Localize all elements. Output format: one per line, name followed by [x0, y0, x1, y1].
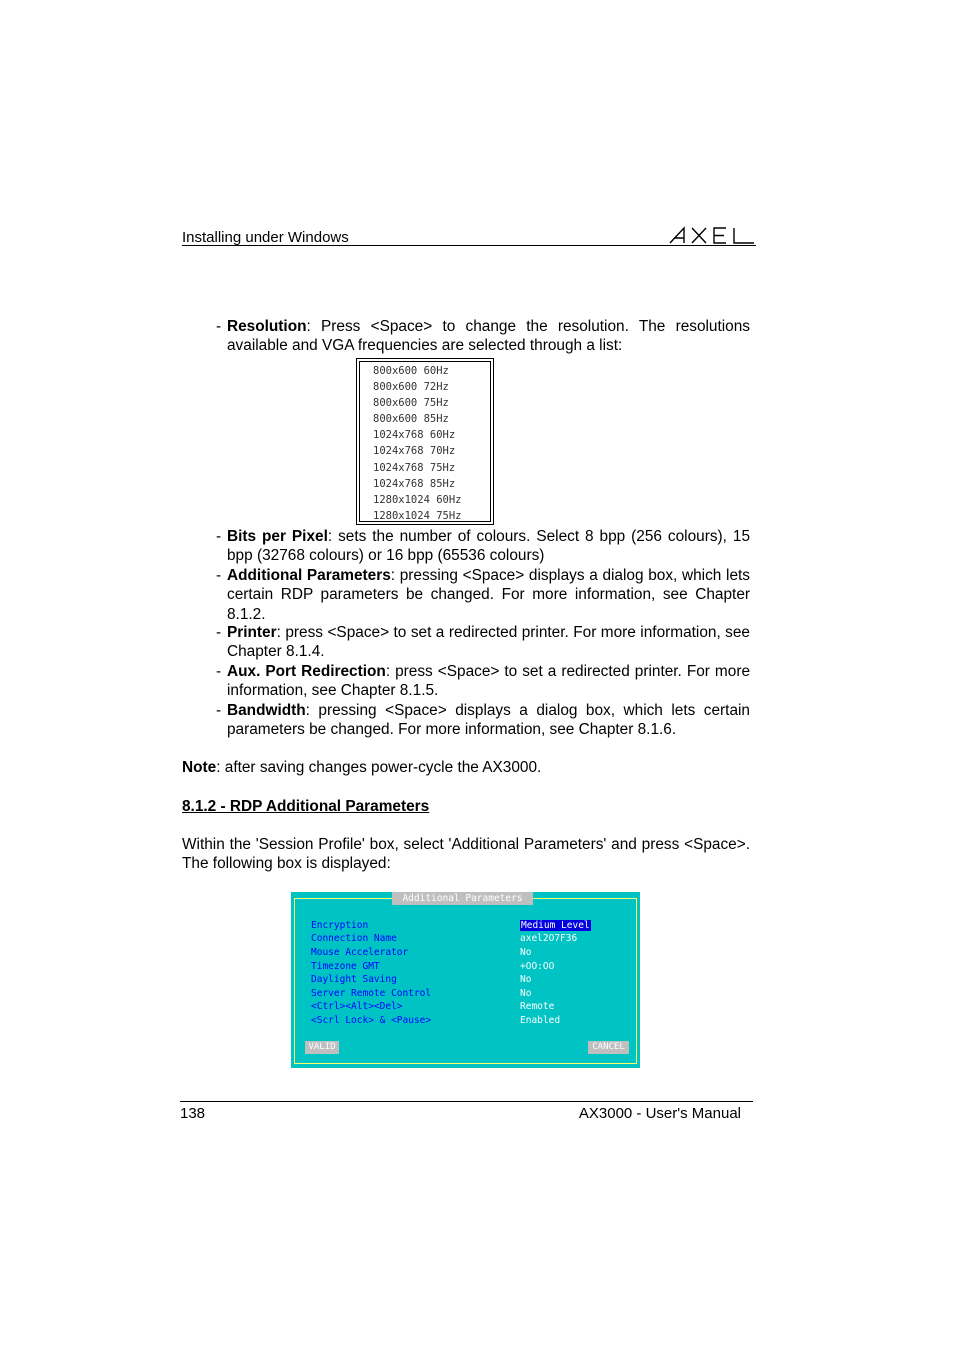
manual-title: AX3000 - User's Manual: [578, 1105, 741, 1122]
bullet-term: Bits per Pixel: [227, 528, 328, 545]
bullet-printer: - Printer: press <Space> to set a redirected printer. For more information, see Chapter 8.1.4.: [216, 624, 750, 661]
dialog-value-daylight-saving[interactable]: No: [520, 974, 532, 985]
dialog-label-connection-name: Connection Name: [311, 933, 397, 944]
bullet-bits-per-pixel: - Bits per Pixel: sets the number of colours. Select 8 bpp (256 colours), 15 bpp (32768 colours) or 16 bpp (65536 colours): [216, 528, 751, 565]
resolution-item[interactable]: 1280x1024 75Hz: [373, 510, 462, 522]
bullet-text: : Press <Space> to change the resolution. The resolutions available and VGA frequencies are selected through a list:: [227, 318, 750, 355]
axel-logo-icon: [668, 226, 756, 244]
note-text: : after saving changes power-cycle the AX3000.: [216, 759, 542, 776]
additional-parameters-dialog: [291, 892, 640, 1068]
dialog-value-connection-name[interactable]: axel2O7F36: [520, 933, 578, 944]
cancel-button[interactable]: CANCEL: [588, 1041, 629, 1054]
resolution-list: [356, 358, 494, 525]
section-heading: 8.1.2 - RDP Additional Parameters: [182, 798, 430, 815]
page-header: [182, 226, 756, 246]
resolution-item[interactable]: 1024x768 85Hz: [373, 478, 456, 490]
note-paragraph: [182, 758, 752, 777]
bullet-text: : pressing <Space> displays a dialog box, which lets certain parameters be changed. For more information, see Chapter 8.1.6.: [227, 702, 750, 739]
resolution-item[interactable]: 800x600 72Hz: [373, 381, 449, 393]
bullet-text: : press <Space> to set a redirected printer. For more information, see Chapter 8.1.4.: [227, 624, 750, 661]
dialog-label-ctrl-alt-del: <Ctrl><Alt><Del>: [311, 1001, 403, 1012]
dialog-value-timezone-gmt[interactable]: +OO:OO: [520, 961, 555, 972]
dialog-title: Additional Parameters: [392, 892, 533, 905]
resolution-item[interactable]: 1280x1024 60Hz: [373, 494, 462, 506]
bullet-term: Additional Parameters: [227, 567, 391, 584]
dialog-label-timezone-gmt: Timezone GMT: [311, 961, 380, 972]
header-title: Installing under Windows: [182, 229, 349, 246]
dialog-label-mouse-accelerator: Mouse Accelerator: [311, 947, 409, 958]
bullet-resolution: - Resolution: Press <Space> to change the resolution. The resolutions available and VGA frequencies are selected through a list:: [216, 318, 750, 355]
bullet-bandwidth: - Bandwidth: pressing <Space> displays a dialog box, which lets certain parameters be changed. For more information, see Chapter 8.1.6.: [216, 702, 750, 739]
dialog-value-server-remote-control[interactable]: No: [520, 988, 532, 999]
bullet-term: Aux. Port Redirection: [227, 663, 386, 680]
dialog-label-scrl-lock-pause: <Scrl Lock> & <Pause>: [311, 1015, 432, 1026]
bullet-term: Resolution: [227, 318, 307, 335]
resolution-item[interactable]: 1024x768 60Hz: [373, 429, 456, 441]
resolution-item[interactable]: 800x600 85Hz: [373, 413, 449, 425]
resolution-item[interactable]: 1024x768 75Hz: [373, 462, 456, 474]
bullet-text: : pressing <Space> displays a dialog box, which lets certain RDP parameters be changed. For more information, see Chapter 8.1.2.: [227, 567, 750, 623]
bullet-text: : press <Space> to set a redirected printer. For more information, see Chapter 8.1.5.: [227, 663, 751, 700]
bullet-text: : sets the number of colours. Select 8 bpp (256 colours), 15 bpp (32768 colours) or 16 bpp (65536 colours): [227, 528, 751, 565]
resolution-item[interactable]: 800x600 75Hz: [373, 397, 449, 409]
dialog-value-ctrl-alt-del[interactable]: Remote: [520, 1001, 555, 1012]
valid-button[interactable]: VALID: [305, 1041, 339, 1054]
bullet-aux-port-redirection: - Aux. Port Redirection: press <Space> to set a redirected printer. For more information, see Chapter 8.1.5.: [216, 663, 751, 700]
dialog-label-daylight-saving: Daylight Saving: [311, 974, 397, 985]
note-term: Note: [182, 759, 217, 776]
dialog-value-scrl-lock-pause[interactable]: Enabled: [520, 1015, 561, 1026]
resolution-item[interactable]: 1024x768 70Hz: [373, 445, 456, 457]
page-number: 138: [180, 1105, 206, 1122]
dialog-label-encryption: Encryption: [311, 920, 369, 931]
page-footer: [180, 1101, 753, 1124]
dialog-value-encryption[interactable]: Medium Level: [521, 920, 590, 931]
dialog-value-mouse-accelerator[interactable]: No: [520, 947, 532, 958]
resolution-item[interactable]: 800x600 60Hz: [373, 365, 449, 377]
bullet-additional-parameters: - Additional Parameters: pressing <Space> displays a dialog box, which lets certain RDP parameters be changed. For more information, see Chapter 8.1.2.: [216, 567, 750, 623]
bullet-term: Bandwidth: [227, 702, 306, 719]
bullet-term: Printer: [227, 624, 277, 641]
dialog-label-server-remote-control: Server Remote Control: [311, 988, 432, 999]
intro-paragraph: Within the 'Session Profile' box, select 'Additional Parameters' and press <Space>. The following box is displayed:: [182, 836, 750, 873]
